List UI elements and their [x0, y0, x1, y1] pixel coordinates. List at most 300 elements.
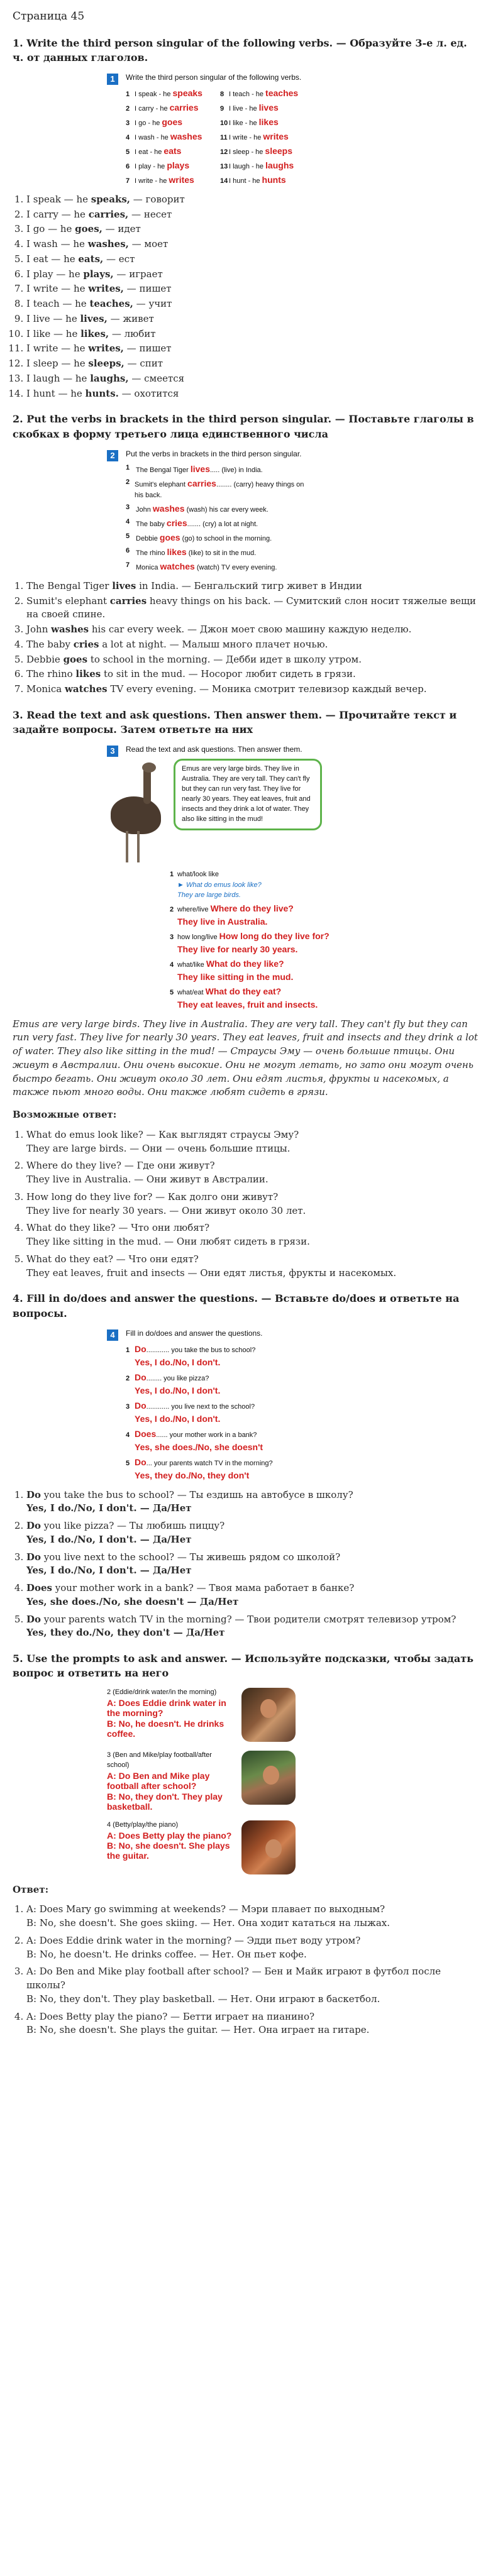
answer-question: 5. What do they eat? — Что они едят?	[26, 1253, 199, 1265]
answer-item	[26, 1191, 480, 1218]
question-answer: They live for nearly 30 years.	[177, 944, 298, 954]
answer-verb: carries	[109, 595, 147, 607]
answer-prefix: I live — he	[26, 312, 80, 324]
answer-translation: — пишет	[123, 283, 172, 295]
ex4-question	[126, 1343, 308, 1369]
sentence-text	[136, 531, 272, 544]
verb-answer: eats	[163, 145, 182, 156]
answer-reply: They are large birds. — Они — очень большие птицы.	[26, 1142, 291, 1154]
answer-prefix: John	[26, 624, 52, 636]
answer-question-text: your parents watch TV in the morning? — Твои родители смотрят телевизор утром?	[41, 1613, 457, 1625]
sentence-row	[126, 517, 308, 530]
ex3-question-list	[107, 869, 333, 1011]
verb-number: 10	[220, 119, 228, 127]
verb-number: 2	[126, 104, 130, 113]
answer-verb: sleeps,	[88, 358, 125, 370]
verb-number: 6	[126, 162, 130, 170]
answer-item	[26, 1489, 480, 1516]
answer-item	[26, 1613, 480, 1641]
ex2-answer-list	[13, 580, 480, 696]
answer-item	[26, 1934, 480, 1962]
answer-translation: — любит	[109, 328, 156, 339]
answer-verb: washes,	[87, 238, 129, 250]
answer-item	[26, 638, 480, 652]
photo-illustration	[241, 1688, 296, 1742]
answer-prefix: I laugh — he	[26, 372, 91, 384]
verb-row	[220, 159, 314, 172]
prompt-cue: 2 (Eddie/drink water/in the morning)	[107, 1688, 217, 1697]
ex5-prompt	[107, 1820, 233, 1861]
answer-prefix: I go — he	[26, 223, 75, 235]
answer-item	[26, 193, 480, 207]
sentence-text	[136, 463, 263, 476]
answer-item	[26, 387, 480, 401]
sentence-answer: washes	[152, 503, 185, 514]
ex4-question	[126, 1371, 308, 1397]
verb-prompt: I eat - he	[135, 148, 162, 156]
answer-verb: lives,	[80, 312, 108, 324]
answer-question: 3. How long do they live for? — Как долго они живут?	[26, 1191, 279, 1203]
ex3-translation-ru: — Страусы Эму — очень большие птицы. Они живут в Австралии. Они очень высокие. Они не могут летать, но зато они могут очень быстро бегать. Они живут около 30 лет. Они едят листья, фрукты и насекомых, а также пьют много воды. Они также любят сидеть в грязи.	[13, 1045, 474, 1098]
answer-translation: — говорит	[130, 193, 185, 205]
verb-row	[126, 159, 220, 172]
answer-item	[26, 328, 480, 341]
verb-row	[126, 101, 220, 114]
answer-prefix: Monica	[26, 683, 65, 695]
sentence-prefix: Debbie	[136, 534, 160, 542]
ex3-question	[170, 902, 333, 928]
verb-prompt: I live - he	[229, 104, 257, 113]
answer-translation: — живет	[107, 312, 154, 324]
ex2-sentence-list	[107, 463, 308, 573]
question-number: 1	[126, 1346, 130, 1354]
answer-reply: They live for nearly 30 years. — Они живут около 30 лет.	[26, 1204, 306, 1216]
ex5-answer-list	[13, 1903, 480, 2037]
question-written: What do they like?	[206, 958, 284, 969]
verb-row	[220, 116, 314, 129]
answer-translation: to school in the morning. — Дебби идет в школу утром.	[87, 653, 362, 665]
ex3-instruction: Read the text and ask questions. Then answer them.	[126, 745, 302, 754]
question-number: 4	[126, 1431, 130, 1439]
answer-verb: goes	[63, 653, 88, 665]
ex3-answer-list	[13, 1128, 480, 1280]
photo-illustration	[241, 1820, 296, 1874]
sentence-number: 5	[126, 532, 130, 540]
sentence-text	[136, 546, 256, 559]
answer-verb: goes,	[75, 223, 102, 235]
ex3-q1-example-answer: They are large birds.	[177, 891, 241, 900]
answer-auxiliary: Does	[26, 1582, 53, 1594]
sentence-suffix: ....... (cry) a lot at night.	[187, 520, 258, 528]
answer-item	[26, 297, 480, 311]
verb-answer: lives	[258, 102, 279, 113]
question-written: How long do they live for?	[219, 930, 330, 941]
sentence-answer: lives	[190, 464, 210, 475]
ex5-prompt-row	[107, 1751, 296, 1811]
ex3-q1-cue: what/look like	[177, 871, 219, 879]
prompt-cue: 3 (Ben and Mike/play football/after school)	[107, 1751, 212, 1770]
sentence-text	[136, 517, 258, 530]
sentence-number: 3	[126, 503, 130, 511]
answer-translation: — идет	[102, 223, 141, 235]
verb-answer: hunts	[262, 174, 286, 185]
question-number: 2	[170, 905, 174, 913]
sentence-row	[126, 546, 308, 559]
answer-question: 1. A: Does Mary go swimming at weekends? — Мэри плавает по выходным?	[26, 1903, 385, 1915]
ex4-question	[126, 1399, 308, 1426]
answer-question	[26, 1551, 480, 1565]
question-answer: Yes, I do./No, I don't.	[135, 1385, 221, 1395]
answer-prefix: I write — he	[26, 343, 89, 355]
ex3-question	[170, 957, 333, 984]
answer-item	[26, 668, 480, 681]
answer-prefix: Sumit's elephant	[26, 595, 110, 607]
ex3-answer-label: Возможные ответ:	[13, 1109, 117, 1121]
sentence-row	[126, 463, 308, 476]
answer-auxiliary: Do	[26, 1489, 42, 1500]
answer-reply: They live in Australia. — Они живут в Австралии.	[26, 1174, 269, 1186]
answer-translation: — ест	[103, 253, 135, 265]
sentence-row	[126, 502, 308, 515]
answer-question: 1. What do emus look like? — Как выглядят страусы Эму?	[26, 1128, 299, 1140]
ex5-heading: 5. Use the prompts to ask and answer. — Используйте подсказки, чтобы задать вопрос и ответить на него	[13, 1653, 474, 1680]
sentence-number: 1	[126, 464, 130, 472]
ex5-prompt-row	[107, 1820, 296, 1874]
answer-prefix: I hunt — he	[26, 387, 86, 399]
answer-reply: Yes, I do./No, I don't. — Да/Нет	[26, 1533, 192, 1545]
answer-item	[26, 238, 480, 251]
answer-prefix: I like — he	[26, 328, 81, 339]
ex5-prompt	[107, 1751, 233, 1811]
answer-verb: plays,	[83, 268, 114, 280]
verb-prompt: I sleep - he	[229, 148, 263, 156]
ex2-panel	[107, 449, 308, 573]
prompt-question: A: Does Eddie drink water in the morning?	[107, 1698, 226, 1719]
answer-translation: — смеется	[128, 372, 185, 384]
emu-illustration	[107, 759, 170, 866]
ex2-instruction: Put the verbs in brackets in the third person singular.	[126, 449, 302, 458]
verb-number: 9	[220, 104, 224, 113]
answer-verb: cries	[73, 638, 99, 650]
sentence-suffix: (like) to sit in the mud.	[186, 549, 257, 557]
answer-translation: in India. — Бенгальский тигр живет в Индии	[136, 580, 362, 592]
question-cue: how long/live	[177, 933, 218, 941]
question-number: 5	[126, 1459, 130, 1467]
verb-prompt: I go - he	[135, 119, 160, 127]
verb-prompt: I write - he	[135, 177, 167, 185]
prompt-answer: B: No, she doesn't. She plays the guitar.	[107, 1840, 230, 1861]
answer-verb: hunts.	[85, 387, 119, 399]
question-auxiliary: Do	[135, 1343, 147, 1354]
answer-translation: a lot at night. — Малыш много плачет ночью.	[99, 638, 328, 650]
question-cue: what/eat	[177, 988, 204, 996]
verb-answer: carries	[169, 102, 199, 113]
answer-verb: carries,	[88, 208, 129, 220]
answer-item	[26, 312, 480, 326]
question-text: ............ you live next to the school?	[146, 1402, 255, 1411]
answer-question	[26, 1519, 480, 1533]
verb-number: 11	[220, 133, 228, 141]
answer-item	[26, 683, 480, 696]
answer-item	[26, 208, 480, 222]
answer-question	[26, 1489, 480, 1502]
verb-prompt: I write - he	[229, 133, 262, 141]
sentence-text	[136, 502, 269, 515]
answer-question-text: you take the bus to school? — Ты ездишь на автобусе в школу?	[41, 1489, 353, 1500]
verb-row	[126, 145, 220, 158]
ex2-number-badge: 2	[107, 450, 118, 461]
answer-auxiliary: Do	[26, 1520, 42, 1532]
verb-row	[220, 130, 314, 143]
sentence-answer: cries	[166, 517, 187, 528]
sentence-row	[126, 531, 308, 544]
answer-item	[26, 1253, 480, 1280]
verb-answer: teaches	[265, 87, 299, 98]
answer-question: 3. A: Do Ben and Mike play football after school? — Бен и Майк играют в футбол после школы?	[26, 1966, 441, 1991]
verb-answer: washes	[170, 131, 202, 141]
ex3-heading: 3. Read the text and ask questions. Then answer them. — Прочитайте текст и задайте вопросы. Затем ответьте на них	[13, 708, 457, 736]
question-number: 4	[170, 960, 174, 969]
sentence-answer: likes	[167, 546, 187, 557]
sentence-prefix: The Bengal Tiger	[136, 466, 191, 475]
verb-answer: goes	[162, 116, 183, 127]
ex4-answer-list	[13, 1489, 480, 1641]
verb-answer: sleeps	[265, 145, 293, 156]
answer-question: 4. What do they like? — Что они любят?	[26, 1222, 210, 1234]
answer-item	[26, 1965, 480, 2006]
ex1-panel	[107, 72, 308, 187]
answer-verb: lives	[112, 580, 136, 592]
answer-translation: TV every evening. — Моника смотрит телевизор каждый вечер.	[107, 683, 427, 695]
verb-row	[126, 130, 220, 143]
verb-prompt: I wash - he	[135, 133, 169, 141]
ex4-question	[126, 1428, 308, 1454]
ex3-question-1: 1 what/look like ► What do emus look like? They are large birds.	[170, 869, 333, 901]
verb-row	[220, 101, 314, 114]
answer-item	[26, 268, 480, 282]
answer-translation: — учит	[133, 298, 172, 310]
ex5-panel	[107, 1688, 296, 1874]
answer-item	[26, 623, 480, 637]
sentence-text	[136, 560, 277, 573]
answer-prefix: I speak — he	[26, 193, 91, 205]
ex1-instruction: Write the third person singular of the following verbs.	[126, 73, 302, 82]
ex4-question-list	[107, 1343, 308, 1482]
question-text: ...... your mother work in a bank?	[156, 1431, 257, 1439]
question-text: ............ you take the bus to school?	[146, 1346, 256, 1354]
sentence-number: 6	[126, 546, 130, 554]
question-text: ........ you like pizza?	[146, 1374, 209, 1382]
question-auxiliary: Does	[135, 1428, 157, 1439]
question-answer: They like sitting in the mud.	[177, 971, 294, 982]
answer-prefix: I teach — he	[26, 298, 90, 310]
sentence-answer: goes	[159, 532, 180, 542]
answer-reply: Yes, I do./No, I don't. — Да/Нет	[26, 1502, 192, 1514]
verb-number: 3	[126, 119, 130, 127]
prompt-answer: B: No, they don't. They play basketball.	[107, 1791, 223, 1812]
answer-translation: — играет	[113, 268, 163, 280]
answer-prefix: I eat — he	[26, 253, 79, 265]
sentence-row	[126, 477, 308, 501]
verb-prompt: I like - he	[229, 119, 257, 127]
answer-item	[26, 253, 480, 267]
question-cue: where/live	[177, 905, 209, 913]
prompt-answer: B: No, he doesn't. He drinks coffee.	[107, 1718, 224, 1739]
answer-item	[26, 1159, 480, 1187]
question-number: 2	[126, 1374, 130, 1382]
answer-prefix: The rhino	[26, 668, 76, 680]
answer-translation: heavy things on his back. — Сумитский слон носит тяжелые вещи на своей спине.	[26, 595, 476, 620]
verb-number: 1	[126, 90, 130, 98]
answer-reply: They like sitting in the mud. — Они любят сидеть в грязи.	[26, 1236, 310, 1248]
verb-answer: likes	[258, 116, 279, 127]
verb-prompt: I play - he	[135, 162, 165, 170]
answer-translation: — моет	[128, 238, 169, 250]
question-auxiliary: Do	[135, 1456, 147, 1467]
answer-prefix: Debbie	[26, 653, 64, 665]
question-text: ... your parents watch TV in the morning?	[146, 1459, 273, 1467]
ex4-number-badge: 4	[107, 1329, 118, 1341]
sentence-suffix: (go) to school in the morning.	[180, 534, 272, 542]
verb-row	[220, 145, 314, 158]
answer-prefix: I carry — he	[26, 208, 89, 220]
sentence-number: 2	[126, 478, 130, 487]
question-answer: Yes, I do./No, I don't.	[135, 1413, 221, 1424]
answer-verb: watches	[64, 683, 108, 695]
answer-reply: Yes, they do./No, they don't — Да/Нет	[26, 1627, 225, 1639]
ex1-verb-grid	[107, 87, 308, 187]
verb-row	[220, 87, 314, 100]
verb-number: 5	[126, 148, 130, 156]
answer-prefix: I sleep — he	[26, 358, 89, 370]
answer-verb: eats,	[78, 253, 104, 265]
verb-prompt: I teach - he	[229, 90, 264, 98]
sentence-prefix: Monica	[136, 563, 160, 571]
answer-item	[26, 1519, 480, 1547]
verb-number: 8	[220, 90, 224, 98]
answer-verb: speaks,	[91, 193, 131, 205]
question-number: 5	[170, 988, 174, 996]
ex5-prompt-row	[107, 1688, 296, 1742]
answer-item	[26, 357, 480, 371]
question-written: Where do they live?	[210, 903, 294, 913]
sentence-answer: carries	[187, 478, 216, 489]
ex3-number-badge: 3	[107, 746, 118, 757]
question-written: What do they eat?	[205, 986, 282, 996]
verb-answer: writes	[263, 131, 289, 141]
sentence-prefix: The rhino	[136, 549, 167, 557]
ex5-prompt	[107, 1688, 233, 1738]
answer-translation: — спит	[124, 358, 163, 370]
answer-question: 4. A: Does Betty play the piano? — Бетти играет на пианино?	[26, 2010, 315, 2022]
answer-item	[26, 653, 480, 667]
sentence-answer: watches	[160, 561, 195, 571]
question-answer: They live in Australia.	[177, 916, 268, 927]
answer-question: 2. Where do they live? — Где они живут?	[26, 1160, 215, 1172]
answer-item	[26, 1221, 480, 1249]
answer-verb: washes	[51, 624, 89, 636]
verb-answer: plays	[167, 160, 190, 170]
verb-row	[126, 116, 220, 129]
sentence-suffix: (watch) TV every evening.	[194, 563, 277, 571]
answer-item	[26, 342, 480, 356]
answer-verb: laughs,	[90, 372, 129, 384]
verb-number: 13	[220, 162, 228, 170]
answer-question-text: your mother work in a bank? — Твоя мама работает в банке?	[52, 1582, 355, 1594]
answer-reply: B: No, she doesn't. She plays the guitar. — Нет. Она играет на гитаре.	[26, 2024, 370, 2036]
photo-illustration	[241, 1751, 296, 1805]
verb-prompt: I carry - he	[135, 104, 168, 113]
answer-item	[26, 223, 480, 236]
sentence-row	[126, 560, 308, 573]
answer-prefix: The Bengal Tiger	[26, 580, 113, 592]
ex3-translation	[13, 1018, 480, 1100]
answer-translation: — охотится	[118, 387, 179, 399]
answer-verb: likes,	[80, 328, 109, 339]
ex3-translation-en: Emus are very large birds. They live in Australia. They are very tall. They can't fly but they can run very fast. They live for nearly 30 years. They eat leaves, fruit and insects and they drink a lot of water. They also like sitting in the mud!	[13, 1018, 478, 1057]
verb-row	[126, 173, 220, 187]
answer-item	[26, 1128, 480, 1156]
prompt-cue: 4 (Betty/play/the piano)	[107, 1820, 179, 1829]
verb-answer: speaks	[172, 87, 202, 98]
answer-prefix: I wash — he	[26, 238, 88, 250]
sentence-number: 7	[126, 561, 130, 569]
answer-translation: his car every week. — Джон моет свою машину каждую неделю.	[89, 624, 412, 636]
answer-verb: teaches,	[89, 298, 133, 310]
prompt-question: A: Do Ben and Mike play football after school?	[107, 1771, 210, 1792]
question-answer: Yes, she does./No, she doesn't	[135, 1441, 263, 1452]
question-number: 3	[126, 1402, 130, 1411]
question-auxiliary: Do	[135, 1400, 147, 1411]
ex3-question	[170, 985, 333, 1011]
answer-verb: writes,	[88, 283, 124, 295]
sentence-text	[135, 477, 308, 501]
verb-prompt: I laugh - he	[229, 162, 264, 170]
verb-prompt: I hunt - he	[229, 177, 260, 185]
ex4-question	[126, 1456, 308, 1482]
answer-question-text: you like pizza? — Ты любишь пиццу?	[41, 1520, 225, 1532]
answer-prefix: The baby	[26, 638, 74, 650]
ex1-number-badge: 1	[107, 74, 118, 85]
answer-verb: writes,	[88, 343, 124, 355]
ex3-question	[170, 930, 333, 956]
answer-item	[26, 595, 480, 622]
sentence-prefix: John	[136, 505, 153, 514]
question-answer: Yes, I do./No, I don't.	[135, 1357, 221, 1367]
verb-row	[126, 87, 220, 100]
sentence-suffix: ........ (carry) heavy things on his back.	[134, 481, 304, 500]
answer-auxiliary: Do	[26, 1551, 42, 1563]
answer-auxiliary: Do	[26, 1613, 42, 1625]
page-title: Страница 45	[13, 10, 85, 23]
answer-reply: Yes, she does./No, she doesn't — Да/Нет	[26, 1595, 239, 1607]
ex2-heading: 2. Put the verbs in brackets in the third person singular. — Поставьте глаголы в скобках в форму третьего лица единственного числа	[13, 413, 474, 440]
ex4-heading: 4. Fill in do/does and answer the questions. — Вставьте do/does и ответьте на вопросы.	[13, 1292, 460, 1319]
verb-row	[220, 173, 314, 187]
prompt-question: A: Does Betty play the piano?	[107, 1830, 232, 1841]
answer-item	[26, 372, 480, 386]
answer-question: 2. A: Does Eddie drink water in the morning? — Эдди пьет воду утром?	[26, 1934, 361, 1946]
question-auxiliary: Do	[135, 1372, 147, 1382]
emu-text-box: Emus are very large birds. They live in Australia. They are very tall. They can't fly but they can run very fast. They live for nearly 30 years. They eat leaves, fruit and insects and they drink a lot of water. They also like sitting in the mud!	[174, 759, 322, 830]
ex3-panel	[107, 744, 333, 1011]
question-answer: Yes, they do./No, they don't	[135, 1470, 250, 1480]
answer-question	[26, 1613, 480, 1627]
sentence-suffix: ..... (live) in India.	[209, 466, 263, 475]
ex4-panel	[107, 1328, 308, 1482]
answer-translation: to sit in the mud. — Носорог любит сидеть в грязи.	[101, 668, 356, 680]
question-cue: what/like	[177, 960, 204, 969]
